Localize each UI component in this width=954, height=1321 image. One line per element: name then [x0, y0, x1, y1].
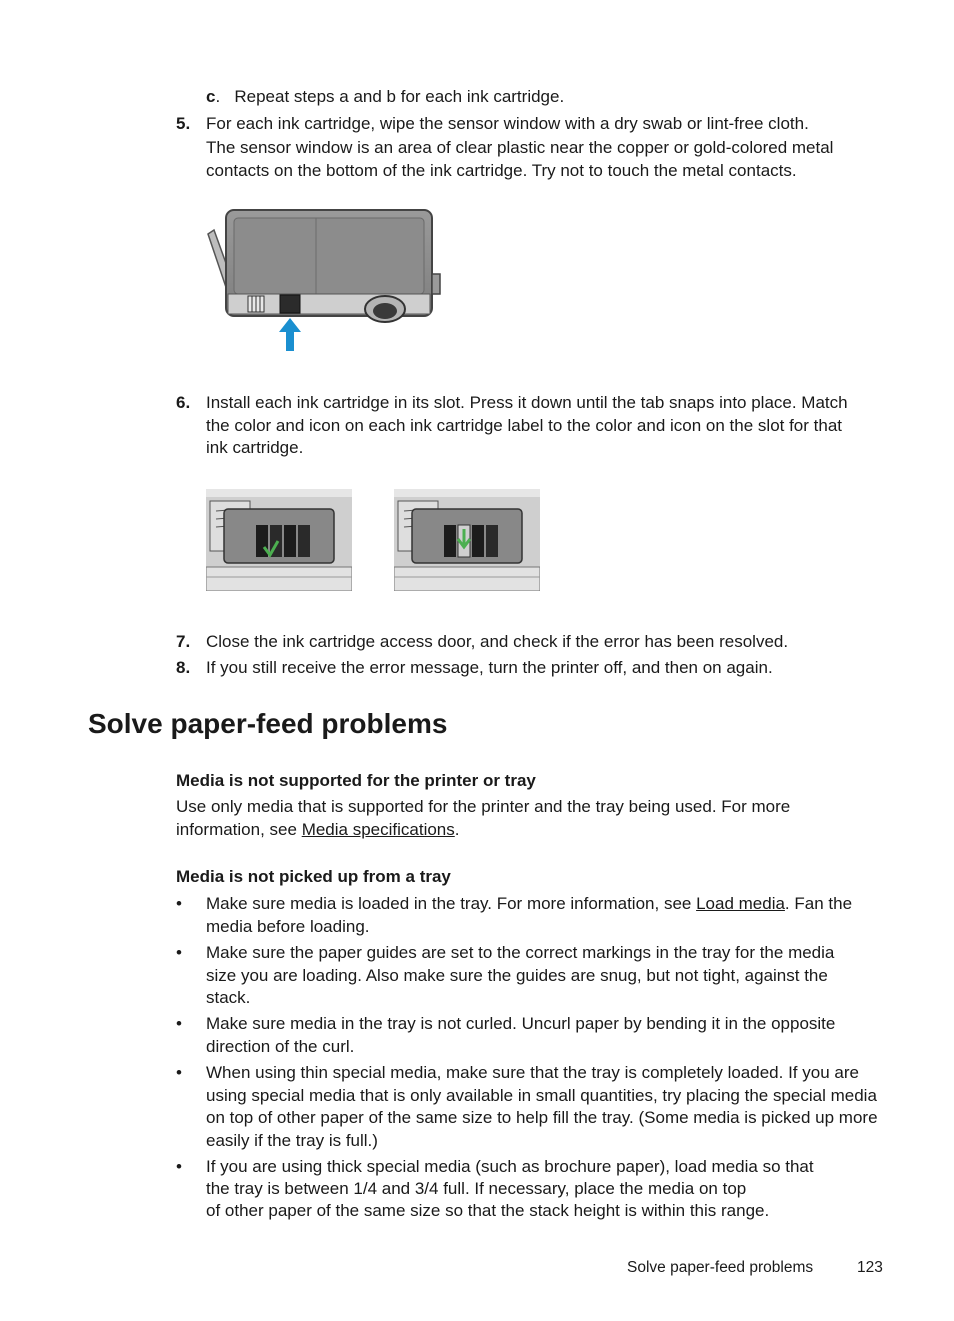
bullet-marker: • [176, 1063, 182, 1082]
media-specifications-link[interactable]: Media specifications [301, 819, 455, 839]
step-7-text: Close the ink cartridge access door, and check if the error has been resolved. [206, 632, 789, 651]
bullet-paper-guides: Make sure the paper guides are set to the correct markings in the tray for the media size you are loading. Also make sure the guides are snug, but not tight, against the stack. [206, 943, 835, 1007]
load-media-link[interactable]: Load media [696, 894, 785, 913]
bullet-thick-media-line-1: If you are using thick special media (such as brochure paper), load media so that [206, 1157, 814, 1176]
bullet-thick-media-line-2: the tray is between 1/4 and 3/4 full. If necessary, place the media on top [206, 1179, 747, 1198]
bullet-load-media: Make sure media is loaded in the tray. For more information, see Load media. Fan the media before loading. [206, 894, 853, 936]
carriage-illustration-left [206, 489, 352, 591]
step-5-text: For each ink cartridge, wipe the sensor window with a dry swab or lint-free cloth. [206, 114, 809, 133]
bullet-thin-media: When using thin special media, make sure that the tray is completely loaded. If you are using special media that is only available in small quantities, try placing the special media on top of other paper of the same size to help fill the tray. (Some media is picked up more easily if the tray is full.) [206, 1063, 878, 1150]
step-6-text: Install each ink cartridge in its slot. Press it down until the tab snaps into place. Match the color and icon on each ink cartridge label to the color and icon on the slot for that ink cartridge. [206, 393, 848, 457]
bullet-curled: Make sure media in the tray is not curled. Uncurl paper by bending it in the opposite direction of the curl. [206, 1014, 836, 1056]
step-c: c. Repeat steps a and b for each ink cartridge. [206, 87, 565, 106]
arrow-icon [279, 318, 301, 351]
bullet-thick-media-line-3: of other paper of the same size so that the stack height is within this range. [206, 1201, 770, 1220]
bullet-marker: • [176, 1014, 182, 1033]
step-8-text: If you still receive the error message, turn the printer off, and then on again. [206, 658, 773, 677]
carriage-illustration-right [394, 489, 540, 591]
step-6-number: 6. [176, 393, 191, 412]
step-7-number: 7. [176, 632, 191, 651]
bullet-marker: • [176, 943, 182, 962]
cartridge-sensor-illustration [200, 204, 450, 360]
subheading-not-supported: Media is not supported for the printer or tray [176, 771, 536, 790]
step-5-number: 5. [176, 114, 191, 133]
sensor-window [280, 295, 300, 313]
step-8-number: 8. [176, 658, 191, 677]
bullet-marker: • [176, 894, 182, 913]
footer-page-number: 123 [857, 1259, 883, 1276]
not-supported-paragraph: Use only media that is supported for the printer and the tray being used. For more information, see Media specifications. [176, 797, 791, 839]
section-title: Solve paper-feed problems [88, 708, 448, 739]
step-c-marker: c [206, 87, 216, 106]
bullet-marker: • [176, 1157, 182, 1176]
subheading-not-picked-up: Media is not picked up from a tray [176, 867, 451, 886]
step-5-paragraph: The sensor window is an area of clear plastic near the copper or gold-colored metal contacts on the bottom of the ink cartridge. Try not to touch the metal contacts. [206, 138, 834, 180]
footer-section-name: Solve paper-feed problems [627, 1259, 814, 1276]
step-c-text: Repeat steps a and b for each ink cartridge. [234, 87, 565, 106]
